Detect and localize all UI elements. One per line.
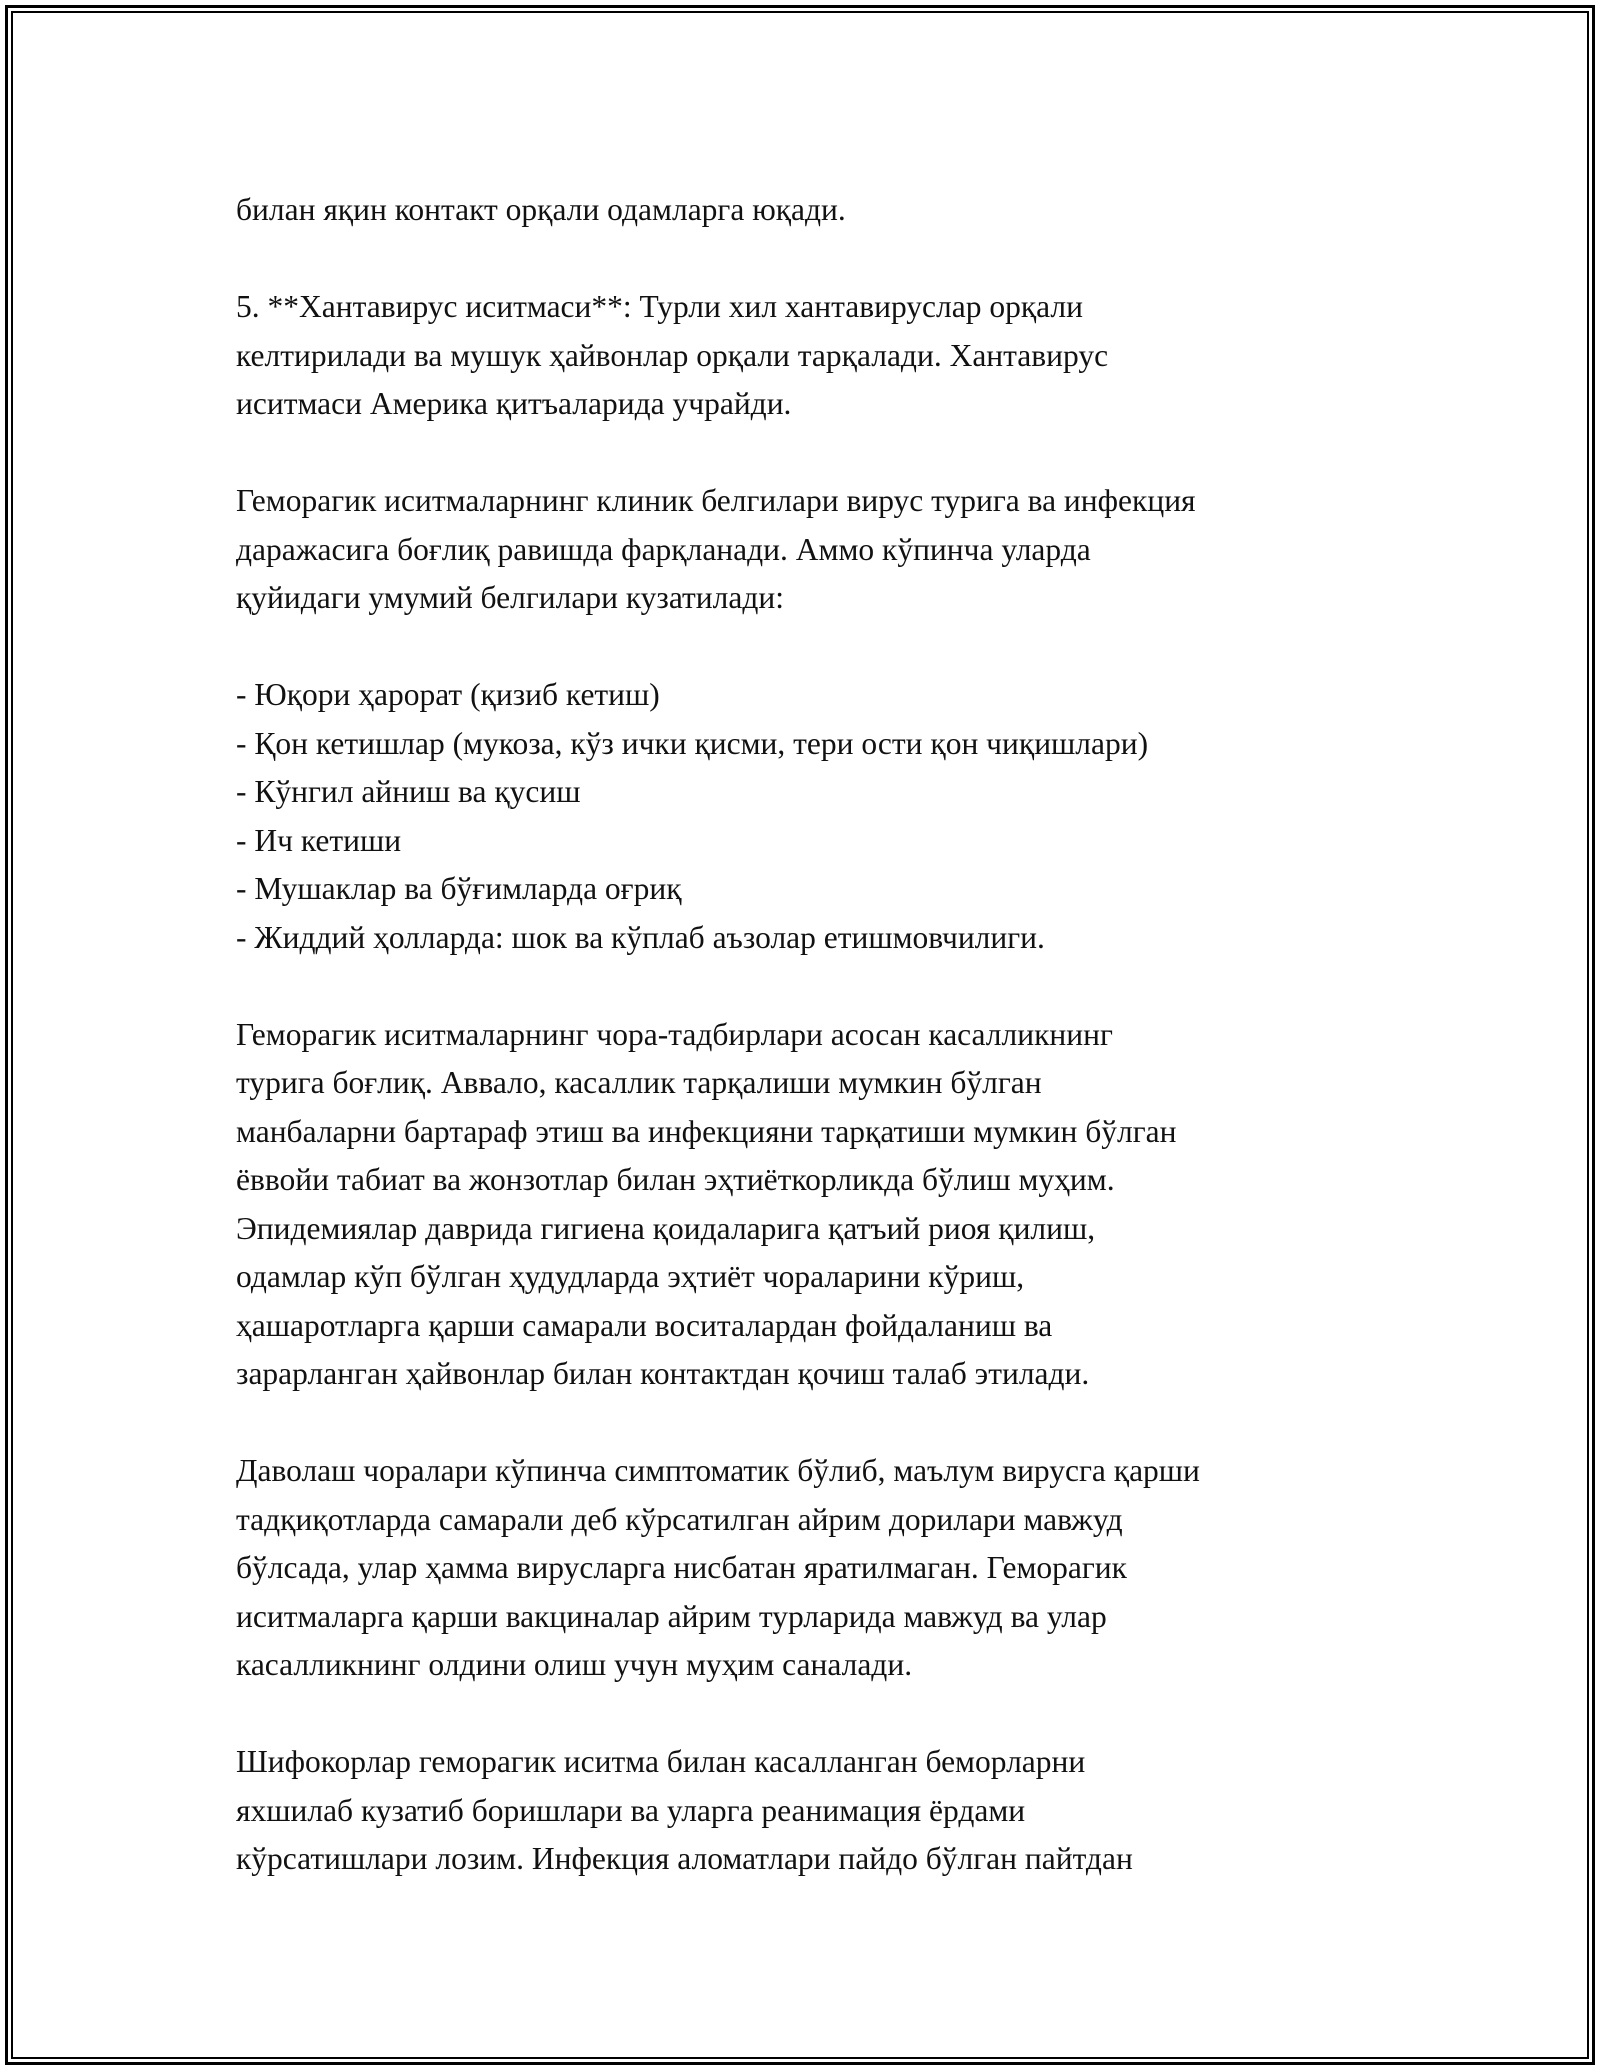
paragraph-contact-transmission [236, 186, 1386, 235]
text-line: манбаларни бартараф этиш ва инфекцияни тарқатиши мумкин бўлган [236, 1113, 1177, 1149]
text-line: бўлсада, улар ҳамма вирусларга нисбатан яратилмаган. Геморагик [236, 1550, 1127, 1585]
text-line: ҳашаротларга қарши самарали воситалардан фойдаланиш ва [236, 1307, 1053, 1343]
text-line: ёввойи табиат ва жонзотлар билан эҳтиёткорликда бўлиш муҳим. [236, 1162, 1115, 1197]
list-item: - Ич кетиши [236, 822, 402, 858]
text-line: Даволаш чоралари кўпинча симптоматик бўлиб, маълум вирусга қарши [236, 1453, 1200, 1488]
text-line: Геморагик иситмаларнинг чора-тадбирлари асосан касалликнинг [236, 1016, 1113, 1052]
text-line: даражасига боғлиқ равишда фарқланади. Аммо кўпинча уларда [236, 531, 1091, 567]
text-line: турига боғлиқ. Аввало, касаллик тарқалиши мумкин бўлган [236, 1065, 1042, 1100]
paragraph-treatment [236, 1447, 1386, 1690]
text-line: иситмаси Америка қитъаларида учрайди. [236, 386, 792, 421]
text-line: келтирилади ва мушук ҳайвонлар орқали тарқалади. Хантавирус [236, 337, 1109, 373]
text-line: зарарланган ҳайвонлар билан контактдан қочиш талаб этилади. [236, 1356, 1090, 1391]
text-line: Шифокорлар геморагик иситма билан касалланган беморларни [236, 1744, 1086, 1779]
paragraph-clinical-signs [236, 477, 1386, 623]
list-item: - Жиддий ҳолларда: шок ва кўплаб аъзолар етишмовчилиги. [236, 919, 1045, 955]
text-line: 5. **Хантавирус иситмаси**: Турли хил хантавируслар орқали [236, 289, 1083, 324]
text-line: қуйидаги умумий белгилари кузатилади: [236, 580, 785, 615]
list-item: - Мушаклар ва бўғимларда оғриқ [236, 871, 682, 906]
paragraph-prevention-measures [236, 1011, 1386, 1399]
list-item: - Қон кетишлар (мукоза, кўз ички қисми, тери ости қон чиқишлари) [236, 725, 1149, 761]
text-line: билан яқин контакт орқали одамларга юқади. [236, 192, 846, 227]
text-line: одамлар кўп бўлган ҳудудларда эҳтиёт чораларини кўриш, [236, 1259, 1025, 1294]
text-line: Эпидемиялар даврида гигиена қоидаларига қатъий риоя қилиш, [236, 1210, 1096, 1246]
paragraph-doctors [236, 1738, 1386, 1884]
text-line: яхшилаб кузатиб боришлари ва уларга реанимация ёрдами [236, 1792, 1026, 1828]
list-item: - Кўнгил айниш ва қусиш [236, 774, 581, 809]
symptom-list [236, 671, 1386, 962]
text-line: иситмаларга қарши вакциналар айрим турларида мавжуд ва улар [236, 1598, 1107, 1634]
list-item: - Юқори ҳарорат (қизиб кетиш) [236, 677, 660, 712]
text-line: кўрсатишлари лозим. Инфекция аломатлари пайдо бўлган пайтдан [236, 1841, 1133, 1876]
document-body [236, 186, 1386, 1932]
text-line: касалликнинг олдини олиш учун муҳим саналади. [236, 1647, 913, 1682]
text-line: тадқиқотларда самарали деб кўрсатилган айрим дорилари мавжуд [236, 1501, 1123, 1537]
text-line: Геморагик иситмаларнинг клиник белгилари вирус турига ва инфекция [236, 483, 1196, 518]
paragraph-hantavirus [236, 283, 1386, 429]
